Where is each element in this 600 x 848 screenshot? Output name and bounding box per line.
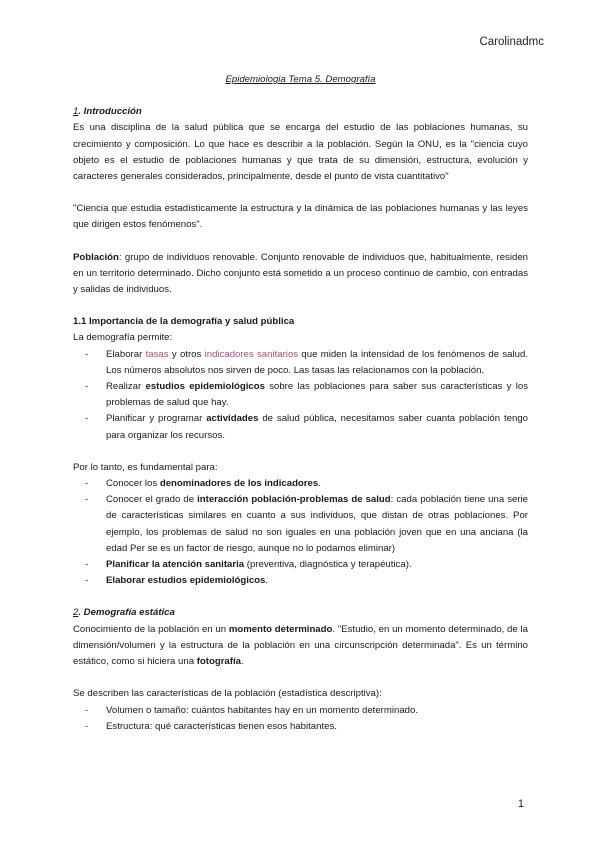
fundamental-lead: Por lo tanto, es fundamental para: <box>73 461 218 473</box>
intro-paragraph: Es una disciplina de la salud pública que se encarga del estudio de las poblaciones humanas, su crecimiento y composición. Lo que hace es describir a la población. Según la ONU, es la "ciencia cuyo objeto es el estudio de poblaciones humanas y que trata de su dimensión, estructura, evolución y caracteres generales considerados, principalmente, desde el punto de vista cuantitativo" <box>73 122 528 183</box>
list-item: - Realizar estudios epidemiológicos sobre las poblaciones para saber sus características y los problemas de salud que hay. <box>73 379 528 411</box>
list-item: - Planificar y programar actividades de salud pública, necesitamos saber cuanta población tengo para organizar los recursos. <box>73 411 528 443</box>
section-heading-estatica: 2. Demografía estática <box>73 607 175 619</box>
list-item: - Volumen o tamaño: cuántos habitantes hay en un momento determinado. <box>73 703 528 719</box>
importancia-lead: La demografía permite: <box>73 332 173 344</box>
list-item: - Conocer los denominadores de los indicadores. <box>73 476 528 492</box>
list-item: - Elaborar estudios epidemiológicos. <box>73 573 528 589</box>
author-name: Carolinadmc <box>479 36 544 48</box>
intro-quote: "Ciencia que estudia estadísticamente la estructura y la dinámica de las poblaciones humanas y las leyes que dirigen estos fenómenos". <box>73 203 528 231</box>
estatica-paragraph: Conocimiento de la población en un momento determinado. "Estudio, en un momento determinado, de la dimensión/volumen y la estructura de la población en una circunscripción determinada". Es un término estático, como si hiciera una fotografía. <box>73 623 528 668</box>
section-heading-introduccion: 1. Introducción <box>73 106 142 118</box>
estatica-lead: Se describen las características de la población (estadística descriptiva): <box>73 688 382 700</box>
document-body <box>73 72 528 735</box>
list-item: - Planificar la atención sanitaria (preventiva, diagnóstica y terapéutica). <box>73 557 528 573</box>
list-item: - Conocer el grado de interacción población-problemas de salud: cada población tiene una serie de características similares en cuanto a sus individuos, que distan de otras poblaciones. Por ejemplo, los problemas de salud no son iguales en una población joven que en una anciana (la edad Per se es un factor de riesgo, aunque no lo podamos eliminar) <box>73 492 528 557</box>
list-item: - Estructura: qué características tienen esos habitantes. <box>73 719 528 735</box>
page-number: 1 <box>517 798 524 810</box>
estatica-list <box>73 703 528 735</box>
section-heading-importancia: 1.1 Importancia de la demografía y salud pública <box>73 316 295 328</box>
document-title: Epidemiologia Tema 5. Demografía <box>225 74 376 85</box>
permite-list <box>73 347 528 444</box>
poblacion-definition: Población: grupo de individuos renovable. Conjunto renovable de individuos que, habitualmente, residen en un territorio determinado. Dicho conjunto está sometido a un proceso continuo de cambio, con entradas y salidas de individuos. <box>73 251 528 296</box>
fundamental-list <box>73 476 528 589</box>
list-item: - Elaborar tasas y otros indicadores sanitarios que miden la intensidad de los fenómenos de salud. Los números absolutos nos sirven de poco. Las tasas las relacionamos con la población. <box>73 347 528 379</box>
